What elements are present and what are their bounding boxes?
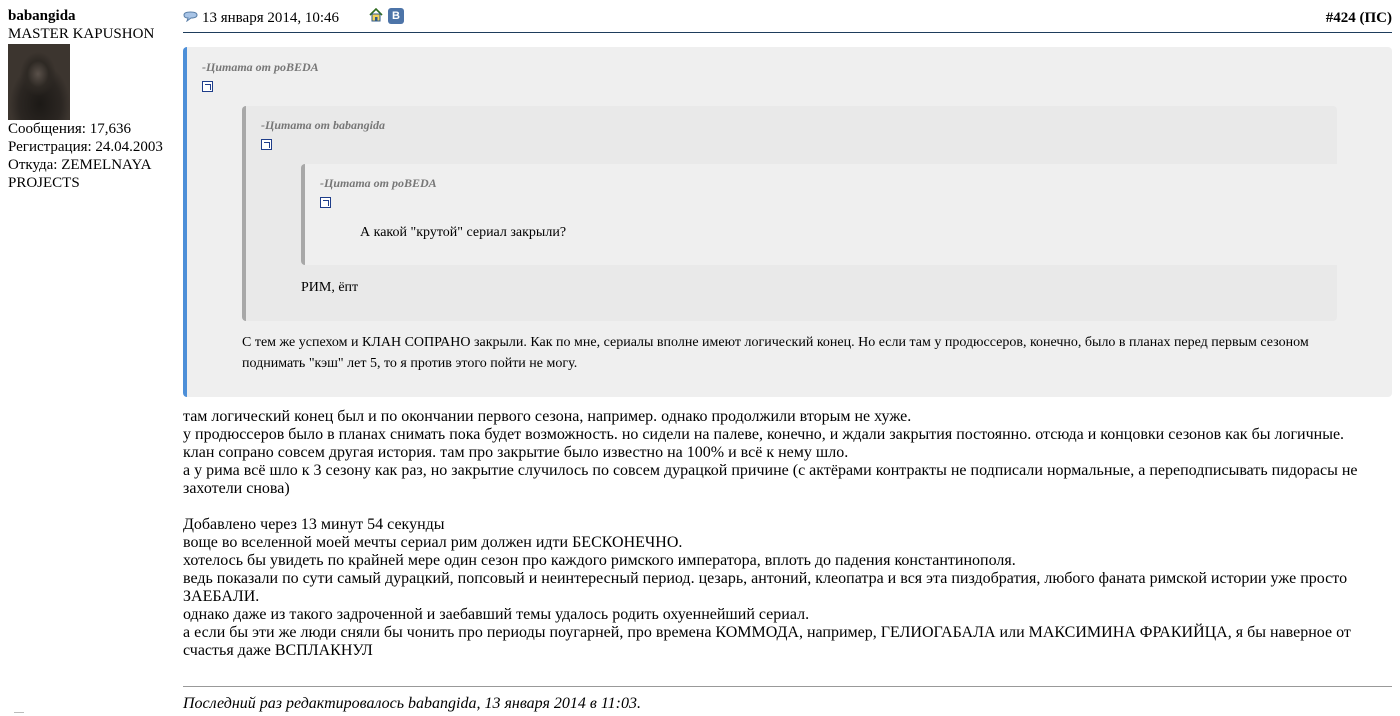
author-registration: Регистрация: 24.04.2003 [8,139,163,155]
quote-header: -Цитата от babangida [261,118,386,132]
body-line: а у рима всё шло к 3 сезону как раз, но закрытие случилось по совсем дурацкой причине (с актёрами контракты не подписали нормальные, а переподписывать пидорасы не захотели снова) [183,462,1358,497]
body-line: хотелось бы увидеть по крайней мере один сезон про каждого римского императора, вплоть до падения константинополя. [183,552,1016,569]
author-name[interactable]: babangida [8,8,76,24]
quote-middle-text: РИМ, ёпт [301,280,359,295]
go-to-quote-icon[interactable] [202,81,213,92]
post-body [183,408,1392,660]
post-number [1326,10,1392,27]
added-note: Добавлено через 13 минут 54 секунды [183,516,445,533]
post [183,0,1392,33]
quote-outer-text: С тем же успехом и КЛАН СОПРАНО закрыли. Как по мне, сериалы вполне имеют логический конец. Но если там у продюссеров, конечно, было в планах перед первым сезоном поднимать "кэш" лет 5, то я против этого пойти не могу. [242,335,1309,371]
go-to-quote-icon[interactable] [320,197,331,208]
quote-header: -Цитата от poBEDA [202,60,319,74]
edit-note: Последний раз редактировалось babangida, 13 января 2014 в 11:03. [183,695,641,712]
divider [14,712,24,713]
avatar[interactable] [8,44,70,120]
body-line: ведь показали по сути самый дурацкий, попсовый и неинтересный период. цезарь, антоний, клеопатра и вся эта пиздобратия, любого фаната римской истории уже просто ЗАЕБАЛИ. [183,570,1348,605]
home-icon[interactable] [369,8,383,22]
body-line: воще во вселенной моей мечты сериал рим должен идти БЕСКОНЕЧНО. [183,534,683,551]
body-line: там логический конец был и по окончании первого сезона, например. однако продолжили вторым не хуже. [183,408,912,425]
quote-inner [301,164,1337,265]
speech-bubble-icon [183,11,198,22]
body-line [183,498,1392,516]
vk-icon[interactable]: В [388,8,404,24]
post-number-link[interactable]: #424 [1325,10,1356,26]
body-line: а если бы эти же люди сняли бы чонить про периоды поугарней, про времена КОММОДА, например, ГЕЛИОГАБАЛА или МАКСИМИНА ФРАКИЙЦА, я бы наверное от счастья даже ВСПЛАКНУЛ [183,624,1351,659]
post-header [183,0,1392,33]
divider [183,686,1392,687]
author-location: Откуда: ZEMELNAYA PROJECTS [8,157,151,191]
quote-header: -Цитата от poBEDA [320,176,437,190]
author-panel [8,7,178,192]
body-line: однако даже из такого задроченной и заебавший темы удалось родить охуеннейший сериал. [183,606,810,623]
author-rank: MASTER KAPUSHON [8,26,155,42]
author-post-count: Сообщения: 17,636 [8,121,131,137]
body-line: клан сопрано совсем другая история. там про закрытие было известно на 100% и всё к нему шло. [183,444,849,461]
quote-inner-text: А какой "крутой" сериал закрыли? [360,225,567,240]
body-line: у продюссеров было в планах снимать пока будет возможность. но сидели на палеве, конечно, и ждали закрытия постоянно. отсюда и концовки сезонов как бы логичные. [183,426,1345,443]
go-to-quote-icon[interactable] [261,139,272,150]
ps-link[interactable]: (ПС) [1359,10,1392,26]
post-date: 13 января 2014, 10:46 [202,10,340,26]
